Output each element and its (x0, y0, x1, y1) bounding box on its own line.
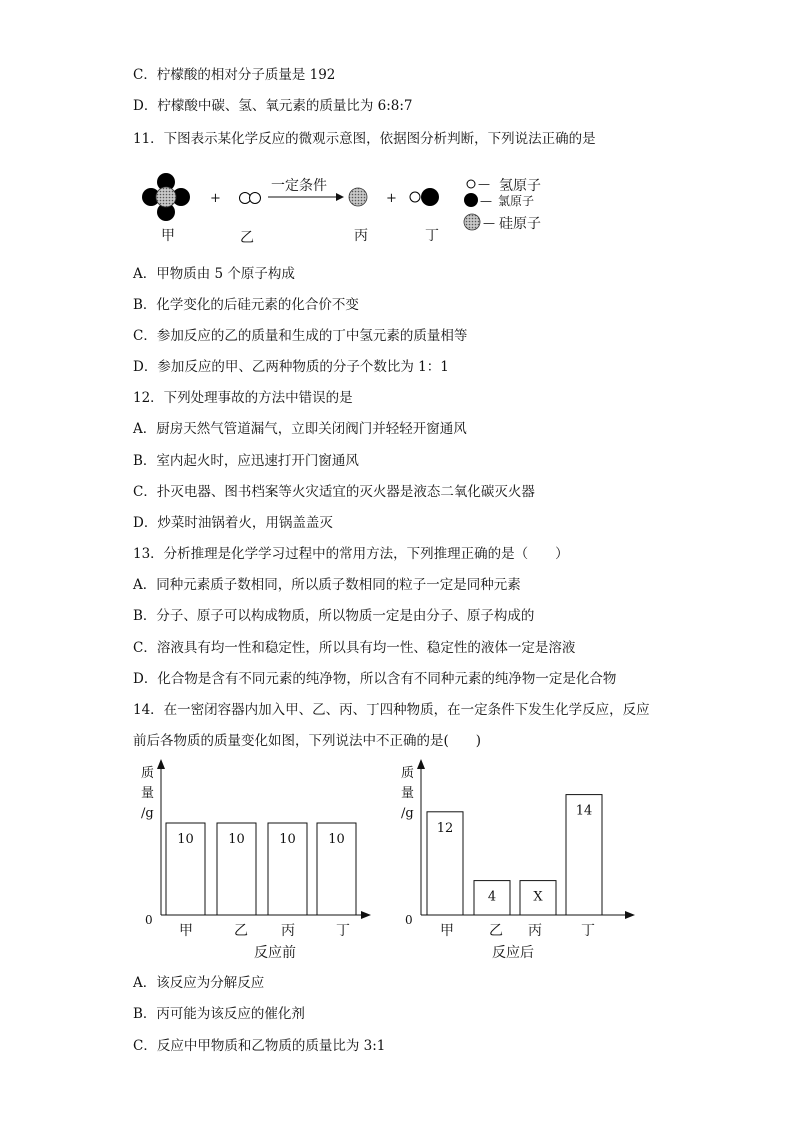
category-label: 甲 (440, 923, 454, 939)
legend-h-label: 氢原子 (499, 178, 541, 194)
option-a-q11: A．甲物质由 5 个原子构成 (133, 266, 295, 282)
legend-cl-dash: — (480, 194, 492, 208)
x-axis-arrow (361, 911, 371, 919)
legend-si-icon (464, 214, 480, 230)
category-label: 甲 (179, 923, 193, 939)
question-13: 13．分析推理是化学学习过程中的常用方法，下列推理正确的是（ ） (133, 546, 569, 562)
legend (464, 177, 541, 232)
option-c-q14: C．反应中甲物质和乙物质的质量比为 3:1 (133, 1038, 386, 1054)
bar-value-label: 10 (279, 832, 296, 847)
plus-sign-2: + (386, 191, 397, 206)
legend-si-dash: — (483, 216, 495, 230)
reaction-condition: 一定条件 (271, 178, 327, 194)
y-axis-arrow (417, 759, 425, 769)
bar-value-label: 10 (328, 832, 345, 847)
legend-cl-label: 氯原子 (498, 194, 535, 208)
option-c-q13: C．溶液具有均一性和稳定性，所以具有均一性、稳定性的液体一定是溶液 (133, 640, 576, 656)
category-label: 乙 (489, 923, 503, 939)
question-11: 11．下图表示某化学反应的微观示意图，依据图分析判断，下列说法正确的是 (133, 131, 596, 147)
legend-h-icon (467, 180, 475, 188)
reaction-diagram (0, 160, 794, 280)
option-c-q12: C．扑灭电器、图书档案等火灾适宜的灭火器是液态二氧化碳灭火器 (133, 484, 535, 500)
chart-title: 反应前 (254, 945, 296, 961)
bar-value-label: 10 (228, 832, 245, 847)
question-12: 12．下列处理事故的方法中错误的是 (133, 390, 353, 406)
origin-label: 0 (145, 913, 153, 927)
legend-cl-icon (464, 193, 478, 207)
category-label: 乙 (234, 923, 248, 939)
bar-chart-before (135, 755, 375, 965)
molecule-ding (410, 188, 439, 206)
option-c-q10: C．柠檬酸的相对分子质量是 192 (133, 67, 336, 83)
category-label: 丁 (581, 923, 595, 939)
bar-value-label: X (533, 889, 543, 905)
question-14-line2: 前后各物质的质量变化如图，下列说法中不正确的是( ) (133, 733, 482, 749)
option-b-q12: B．室内起火时，应迅速打开门窗通风 (133, 453, 359, 469)
bar-value-label: 10 (177, 832, 194, 847)
x-axis-arrow (625, 911, 635, 919)
bar-value-label: 14 (575, 803, 593, 819)
option-c-q11: C．参加反应的乙的质量和生成的丁中氢元素的质量相等 (133, 328, 468, 344)
option-d-q11: D．参加反应的甲、乙两种物质的分子个数比为 1：1 (133, 359, 449, 375)
category-label: 丙 (528, 923, 542, 939)
option-a-q12: A．厨房天然气管道漏气，立即关闭阀门并轻轻开窗通风 (133, 421, 467, 437)
molecule-bing (349, 188, 367, 206)
name-bing: 丙 (354, 228, 368, 244)
arrow-head (336, 193, 344, 201)
bar-value-label: 4 (487, 889, 497, 905)
option-d-q10: D．柠檬酸中碳、氢、氧元素的质量比为 6:8:7 (133, 98, 413, 114)
legend-h-dash: — (478, 177, 490, 191)
option-b-q11: B．化学变化的后硅元素的化合价不变 (133, 297, 359, 313)
y-axis-label-char: /g (141, 806, 154, 821)
name-jia: 甲 (161, 228, 175, 244)
molecule-yi (240, 193, 261, 204)
y-axis-label-char: 质 (141, 766, 155, 781)
y-axis-arrow (157, 759, 165, 769)
origin-label: 0 (405, 913, 413, 927)
option-a-q14: A．该反应为分解反应 (133, 975, 265, 991)
chart-title: 反应后 (492, 945, 534, 961)
name-ding: 丁 (425, 228, 439, 244)
option-d-q13: D．化合物是含有不同元素的纯净物，所以含有不同种元素的纯净物一定是化合物 (133, 671, 617, 687)
option-b-q13: B．分子、原子可以构成物质，所以物质一定是由分子、原子构成的 (133, 608, 535, 624)
molecule-jia (142, 173, 190, 221)
y-axis-label-char: /g (401, 806, 414, 821)
plus-sign-1: + (210, 191, 221, 206)
bar-value-label: 12 (436, 820, 454, 836)
y-axis-label-char: 量 (401, 786, 415, 801)
option-a-q13: A．同种元素质子数相同，所以质子数相同的粒子一定是同种元素 (133, 577, 521, 593)
name-yi: 乙 (240, 230, 254, 246)
option-b-q14: B．丙可能为该反应的催化剂 (133, 1006, 305, 1022)
legend-si-label: 硅原子 (499, 216, 541, 232)
y-axis-label-char: 量 (141, 786, 155, 801)
option-d-q12: D．炒菜时油锅着火，用锅盖盖灭 (133, 515, 333, 531)
question-14-line1: 14．在一密闭容器内加入甲、乙、丙、丁四种物质，在一定条件下发生化学反应，反应 (133, 702, 650, 718)
y-axis-label-char: 质 (401, 766, 415, 781)
category-label: 丙 (281, 923, 295, 939)
bar-chart-after (395, 755, 645, 965)
category-label: 丁 (336, 923, 350, 939)
